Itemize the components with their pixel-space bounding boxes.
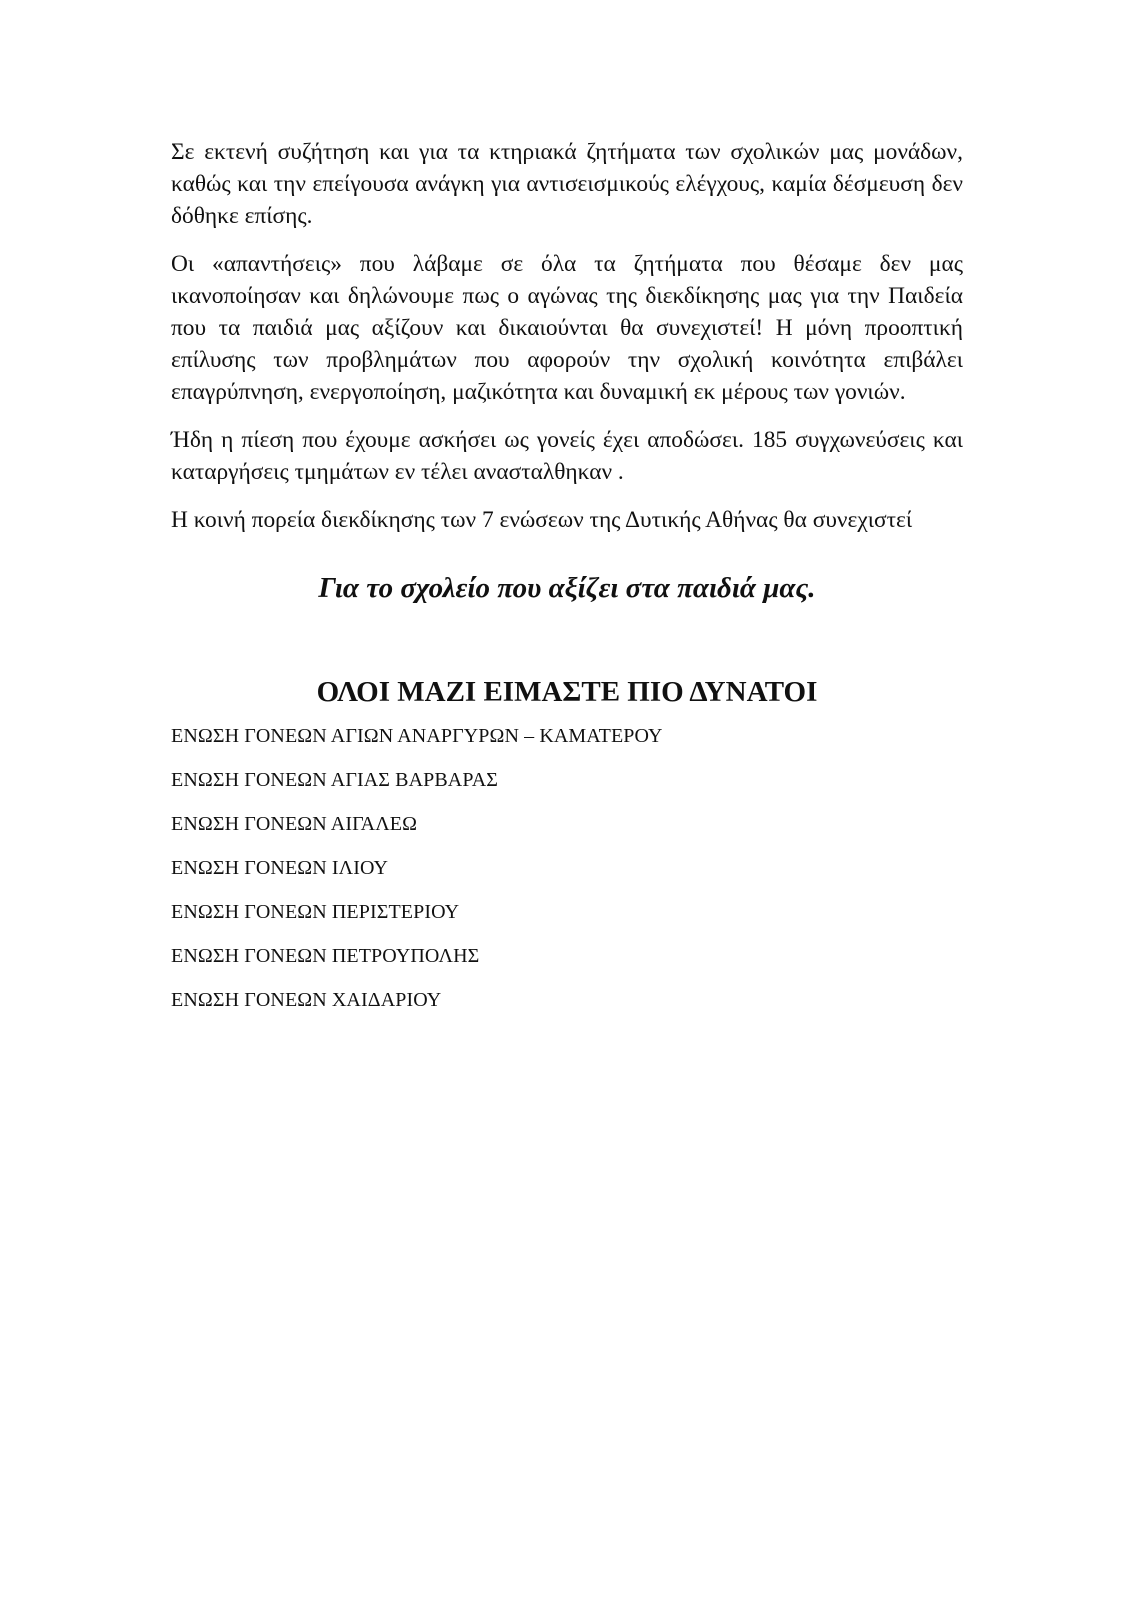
motto-heading: ΟΛΟΙ ΜΑΖΙ ΕΙΜΑΣΤΕ ΠΙΟ ΔΥΝΑΤΟΙ — [316, 676, 818, 708]
document-page — [171, 136, 963, 1032]
signatories-list — [171, 724, 963, 1012]
signatory-item: ΕΝΩΣΗ ΓΟΝΕΩΝ ΧΑΙΔΑΡΙΟΥ — [171, 989, 442, 1011]
signatory-item: ΕΝΩΣΗ ΓΟΝΕΩΝ ΠΕΤΡΟΥΠΟΛΗΣ — [171, 945, 480, 967]
signatory-item: ΕΝΩΣΗ ΓΟΝΕΩΝ ΙΛΙΟΥ — [171, 857, 389, 879]
signatory-item: ΕΝΩΣΗ ΓΟΝΕΩΝ ΑΓΙΑΣ ΒΑΡΒΑΡΑΣ — [171, 769, 499, 791]
paragraph-building-issues: Σε εκτενή συζήτηση και για τα κτηριακά ζητήματα των σχολικών μας μονάδων, καθώς και την επείγουσα ανάγκη για αντισεισμικούς ελέγχους, καμία δέσμευση δεν δόθηκε επίσης. — [171, 139, 963, 229]
paragraph-pressure-results: Ήδη η πίεση που έχουμε ασκήσει ως γονείς έχει αποδώσει. 185 συγχωνεύσεις και καταργήσεις τμημάτων εν τέλει ανασταλθηκαν . — [171, 427, 963, 485]
paragraph-answers: Οι «απαντήσεις» που λάβαμε σε όλα τα ζητήματα που θέσαμε δεν μας ικανοποίησαν και δηλώνουμε πως ο αγώνας της διεκδίκησης μας για την Παιδεία που τα παιδιά μας αξίζουν και δικαιούνται θα συνεχιστεί! Η μόνη προοπτική επίλυσης των προβλημάτων που αφορούν την σχολική κοινότητα επιβάλει επαγρύπνηση, ενεργοποίηση, μαζικότητα και δυναμική εκ μέρους των γονιών. — [171, 251, 963, 405]
paragraph-common-course: Η κοινή πορεία διεκδίκησης των 7 ενώσεων της Δυτικής Αθήνας θα συνεχιστεί — [171, 507, 913, 533]
signatory-item: ΕΝΩΣΗ ΓΟΝΕΩΝ ΠΕΡΙΣΤΕΡΙΟΥ — [171, 901, 460, 923]
signatory-item: ΕΝΩΣΗ ΓΟΝΕΩΝ ΑΙΓΑΛΕΩ — [171, 813, 418, 835]
slogan: Για το σχολείο που αξίζει στα παιδιά μας. — [318, 572, 816, 604]
signatory-item: ΕΝΩΣΗ ΓΟΝΕΩΝ ΑΓΙΩΝ ΑΝΑΡΓΥΡΩΝ – ΚΑΜΑΤΕΡΟΥ — [171, 725, 663, 747]
